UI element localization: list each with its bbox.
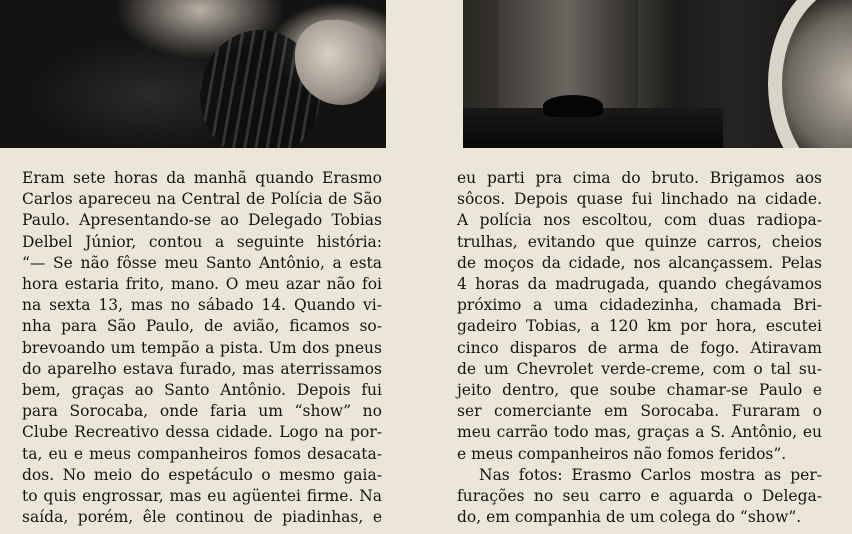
caption-line: furações no seu carro e aguarda o Delega-	[457, 487, 822, 506]
text-line: cinco disparos de arma de fogo. Atiravam	[457, 338, 822, 357]
text-line: de moços da cidade, nos alcançassem. Pelas	[457, 253, 822, 272]
text-line: 4 horas da madrugada, quando chegávamos	[457, 275, 822, 294]
caption-line: do, em companhia de um colega do “show”.	[457, 508, 802, 527]
photo-left	[0, 0, 386, 148]
text-line: para Sorocaba, onde faria um “show” no	[22, 402, 382, 421]
text-line: Paulo. Apresentando-se ao Delegado Tobias	[22, 211, 382, 230]
text-line: do aparelho estava furado, mas aterrissamos	[22, 359, 382, 378]
text-line: Carlos apareceu na Central de Polícia de São	[22, 190, 382, 209]
car-wheel-image	[768, 0, 852, 148]
text-line: brevoando um tempão a pista. Um dos pneus	[22, 338, 382, 357]
text-line: e meus companheiros não fomos feridos”.	[457, 444, 787, 463]
text-line: to quis engrossar, mas eu agüentei firme. Na	[22, 487, 382, 506]
text-line: dos. No meio do espetáculo o mesmo gaia-	[22, 465, 382, 484]
shoe-image	[543, 95, 603, 117]
text-line: Delbel Júnior, contou a seguinte história:	[22, 232, 382, 251]
article-column-left	[22, 168, 382, 528]
text-line: Eram sete horas da manhã quando Erasmo	[22, 169, 382, 187]
text-line: gadeiro Tobias, a 120 km por hora, escutei	[457, 317, 822, 336]
text-line: ser comerciante em Sorocaba. Furaram o	[457, 402, 822, 421]
text-line: eu parti pra cima do bruto. Brigamos aos	[457, 169, 822, 187]
caption-line: Nas fotos: Erasmo Carlos mostra as per-	[479, 465, 822, 484]
text-line: na sexta 13, mas no sábado 14. Quando vi-	[22, 296, 382, 315]
text-line: sôcos. Depois quase fui linchado na cidade.	[457, 190, 822, 209]
text-line: ta, eu e meus companheiros fomos desacata-	[22, 444, 382, 463]
text-line: bem, graças ao Santo Antônio. Depois fui	[22, 381, 382, 400]
text-line: Clube Recreativo dessa cidade. Logo na por-	[22, 423, 382, 442]
text-line: jeito dentro, que soube chamar-se Paulo e	[457, 381, 822, 400]
article-column-right	[457, 168, 822, 528]
text-line: trulhas, evitando que quinze carros, cheios	[457, 232, 822, 251]
text-line: saída, porém, êle continou de piadinhas, e	[22, 508, 382, 527]
text-line: nha para São Paulo, de avião, ficamos so-	[22, 317, 382, 336]
text-line: hora estaria frito, mano. O meu azar não foi	[22, 275, 382, 294]
text-line: “— Se não fôsse meu Santo Antônio, a esta	[22, 253, 382, 272]
text-line: de um Chevrolet verde-creme, com o tal su-	[457, 359, 822, 378]
text-line: meu carrão todo mas, graças a S. Antônio, eu	[457, 423, 822, 442]
photo-right	[463, 0, 852, 148]
text-line: A polícia nos escoltou, com duas radiopa-	[457, 211, 822, 230]
text-line: próximo a uma cidadezinha, chamada Bri-	[457, 296, 822, 315]
